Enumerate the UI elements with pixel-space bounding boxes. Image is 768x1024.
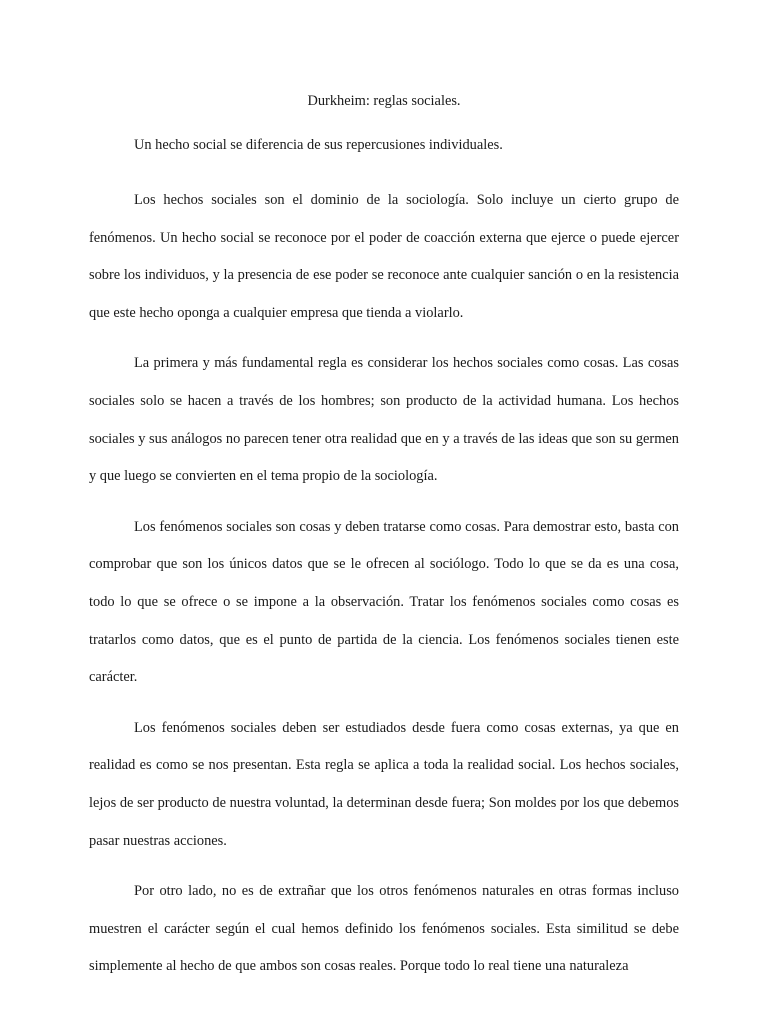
paragraph-2: Los hechos sociales son el dominio de la sociología. Solo incluye un cierto grupo de fenómenos. Un hecho social se reconoce por el poder de coacción externa que ejerce o puede ejercer sobre los individuos, y la presencia de ese poder se reconoce ante cualquier sanción o en la resistencia que este hecho oponga a cualquier empresa que tienda a violarlo. — [89, 192, 679, 321]
paragraph-3: La primera y más fundamental regla es considerar los hechos sociales como cosas. Las cosas sociales solo se hacen a través de los hombres; son producto de la actividad humana. Los hechos sociales y sus análogos no parecen tener otra realidad que en y a través de las ideas que son su germen y que luego se convierten en el tema propio de la sociología. — [89, 355, 679, 485]
document-body — [89, 87, 679, 999]
paragraph-4: Los fenómenos sociales son cosas y deben tratarse como cosas. Para demostrar esto, basta con comprobar que son los únicos datos que se le ofrecen al sociólogo. Todo lo que se da es una cosa, todo lo que se ofrece o se impone a la observación. Tratar los fenómenos sociales como cosas es tratarlos como datos, que es el punto de partida de la ciencia. Los fenómenos sociales tienen este carácter. — [89, 518, 679, 686]
paragraph-6: Por otro lado, no es de extrañar que los otros fenómenos naturales en otras formas incluso muestren el carácter según el cual hemos definido los fenómenos sociales. Esta similitud se debe simplemente al hecho de que ambos son cosas reales. Porque todo lo real tiene una naturaleza — [89, 883, 679, 975]
paragraph-5: Los fenómenos sociales deben ser estudiados desde fuera como cosas externas, ya que en realidad es como se nos presentan. Esta regla se aplica a toda la realidad social. Los hechos sociales, lejos de ser producto de nuestra voluntad, la determinan desde fuera; Son moldes por los que debemos pasar nuestras acciones. — [89, 719, 679, 849]
document-title: Durkheim: reglas sociales. — [307, 93, 461, 109]
paragraph-1: Un hecho social se diferencia de sus repercusiones individuales. — [134, 137, 503, 153]
